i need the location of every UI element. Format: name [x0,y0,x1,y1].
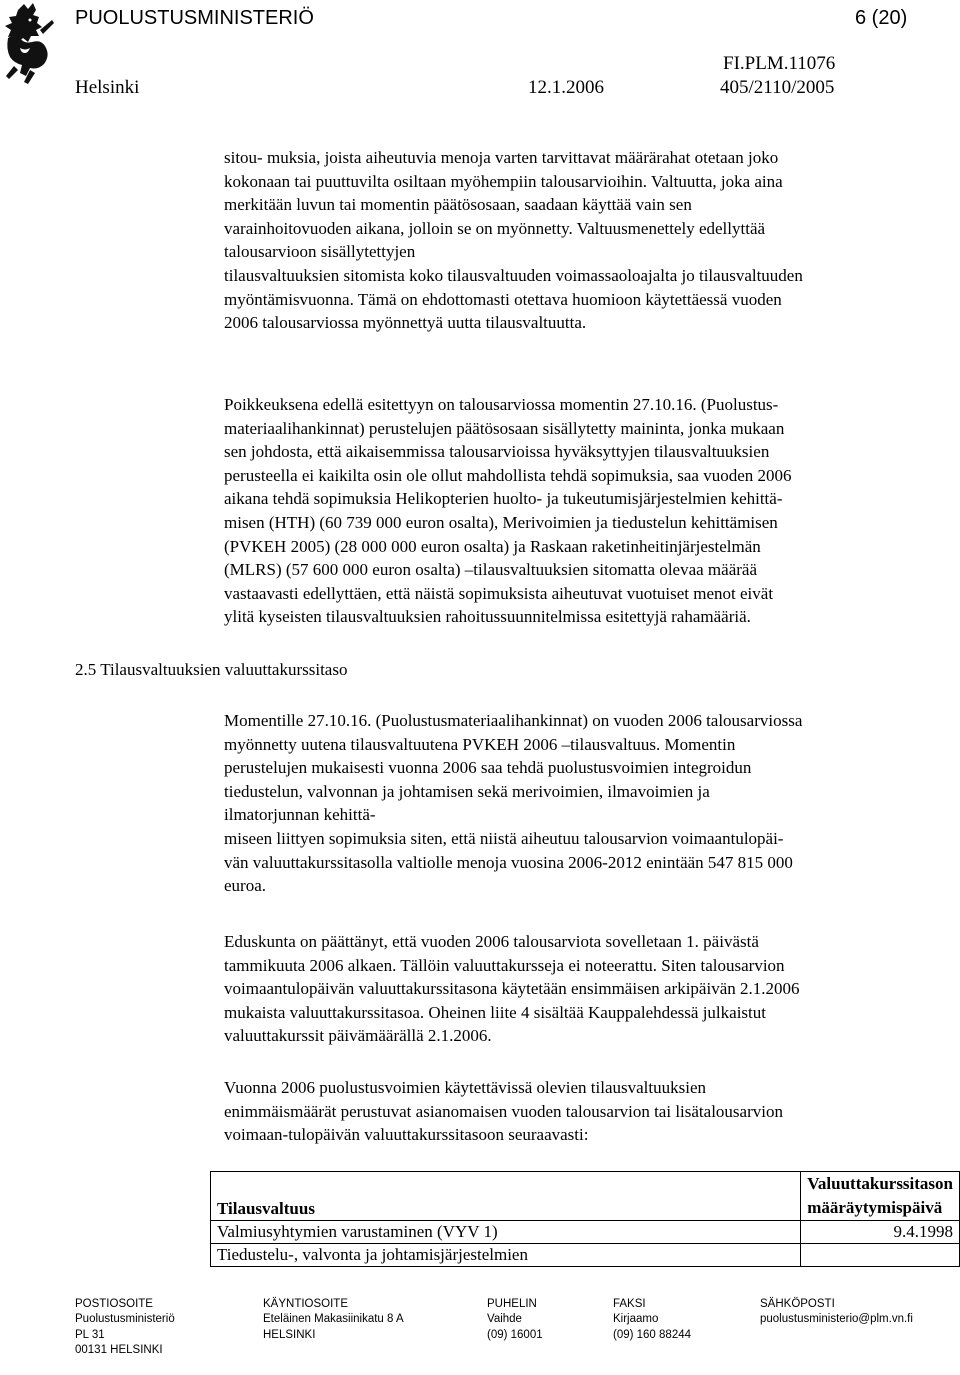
paragraph-4 [224,930,956,1048]
text-line: perustelujen mukaisesti vuonna 2006 saa tehdä puolustusvoimien integroidun [224,758,752,778]
text-line: talousarvioon sisällytettyjen [224,242,416,262]
section-heading: 2.5 Tilausvaltuuksien valuuttakurssitaso [75,660,348,679]
text-line: merkitään luvun tai momentin päätösosaan, saadaan käyttää vain sen [224,195,692,215]
document-number: 405/2110/2005 [720,77,835,98]
text-line: tammikuuta 2006 alkaen. Tällöin valuuttakursseja ei noteerattu. Siten talousarvion [224,955,785,975]
document-reference: FI.PLM.11076 [723,53,836,74]
footer-line: Kirjaamo [613,1313,659,1326]
footer-postal-address [75,1297,175,1358]
footer-line: 00131 HELSINKI [75,1343,163,1356]
text-line: valuuttakurssit päivämäärällä 2.1.2006. [224,1026,492,1046]
text-line: (PVKEH 2005) (28 000 000 euron osalta) ja Raskaan raketinheitinjärjestelmän [224,536,761,556]
text-line: kokonaan tai puuttuvilta osiltaan myöhempiin talousarvioihin. Valtuutta, joka aina [224,171,783,191]
text-line: euroa. [224,876,267,896]
paragraph-2 [224,393,956,629]
text-line: Momentille 27.10.16. (Puolustusmateriaalihankinnat) on vuoden 2006 talousarviossa [224,711,803,730]
text-line: sen johdosta, että aikaisemmissa talousarvioissa hyväksyttyjen tilausvaltuuksien [224,442,770,462]
footer-label: PUHELIN [487,1298,537,1310]
footer-label: POSTIOSOITE [75,1298,153,1310]
column-header-rate-date [801,1172,960,1221]
paragraph-5 [224,1076,956,1147]
page-number: 6 (20) [855,7,908,29]
lion-coat-of-arms-logo [0,0,60,95]
column-header-line: määräytymispäivä [807,1198,943,1217]
footer-label: KÄYNTIOSOITE [263,1298,348,1310]
text-line: enimmäismäärät perustuvat asianomaisen vuoden talousarvion tai lisätalousarvion [224,1101,783,1121]
footer-label: FAKSI [613,1298,646,1310]
text-line: vastaavasti edellyttäen, että näistä sopimuksista aiheutuvat vuotuiset menot eivät [224,583,774,603]
text-line: voimaan-tulopäivän valuuttakurssitasoon seuraavasti: [224,1125,589,1145]
table-cell-date [801,1244,960,1267]
text-line: tilausvaltuuksien sitomista koko tilausvaltuuden voimassaoloajalta jo tilausvaltuuden [224,265,803,285]
footer-email [760,1297,913,1328]
text-line: Eduskunta on päättänyt, että vuoden 2006 talousarviota sovelletaan 1. päivästä [224,932,759,951]
text-line: (MLRS) (57 600 000 euron osalta) –tilausvaltuuksien sitomatta olevaa määrää [224,560,758,580]
footer-line: Vaihde [487,1313,522,1326]
header-date: 12.1.2006 [528,77,604,98]
footer-label: SÄHKÖPOSTI [760,1298,835,1310]
paragraph-1 [224,146,956,335]
text-line: 2006 talousarviossa myönnettyä uutta tilausvaltuutta. [224,313,587,333]
text-line: aikana tehdä sopimuksia Helikopterien huolto- ja tukeutumisjärjestelmien kehittä- [224,489,783,509]
text-line: varainhoitovuoden aikana, jolloin se on myönnetty. Valtuusmenettely edellyttää [224,218,766,238]
authorization-table [210,1171,960,1267]
organization-name: PUOLUSTUSMINISTERIÖ [75,7,314,29]
footer-line: Eteläinen Makasiinikatu 8 A [263,1313,404,1326]
footer-line: PL 31 [75,1328,105,1341]
paragraph-3 [224,709,956,898]
table-header-row [211,1172,960,1221]
footer-line: Puolustusministeriö [75,1313,175,1326]
header-city: Helsinki [75,77,140,98]
table-cell-date: 9.4.1998 [801,1221,960,1244]
column-header-authorization: Tilausvaltuus [211,1172,801,1221]
text-line: Poikkeuksena edellä esitettyyn on talousarviossa momentin 27.10.16. (Puolustus- [224,395,779,414]
text-line: myönnetty uutena tilausvaltuutena PVKEH 2006 –tilausvaltuus. Momentin [224,734,736,754]
footer-line: HELSINKI [263,1328,316,1341]
text-line: miseen liittyen sopimuksia siten, että niistä aiheutuu talousarvion voimaantulopäi- [224,828,784,848]
table-row [211,1244,960,1267]
text-line: sitou- muksia, joista aiheutuvia menoja varten tarvittavat määrärahat otetaan joko [224,148,779,167]
text-line: ylitä kyseisten tilausvaltuuksien rahoitussuunnitelmissa esitettyjä rahamääriä. [224,607,751,627]
text-line: myöntämisvuonna. Tämä on ehdottomasti otettava huomioon käytettäessä vuoden [224,289,782,309]
text-line: materiaalihankinnat) perustelujen päätösosaan sisällytetty maininta, jonka mukaan [224,418,785,438]
footer-fax [613,1297,691,1343]
table-cell-name: Tiedustelu-, valvonta ja johtamisjärjestelmien [211,1244,801,1267]
text-line: ilmatorjunnan kehittä- [224,805,376,825]
text-line: Vuonna 2006 puolustusvoimien käytettävissä olevien tilausvaltuuksien [224,1078,706,1097]
text-line: tiedustelun, valvonnan ja johtamisen sekä merivoimien, ilmavoimien ja [224,781,710,801]
footer-line: (09) 16001 [487,1328,543,1341]
column-header-line: Valuuttakurssitason [807,1174,953,1193]
footer-email-link[interactable]: puolustusministerio@plm.vn.fi [760,1313,913,1326]
text-line: vän valuuttakurssitasolla valtiolle menoja vuosina 2006-2012 enintään 547 815 000 [224,852,793,872]
footer-line: (09) 160 88244 [613,1328,692,1341]
footer-phone [487,1297,543,1343]
text-line: misen (HTH) (60 739 000 euron osalta), Merivoimien ja tiedustelun kehittämisen [224,512,778,532]
table-cell-name: Valmiusyhtymien varustaminen (VYV 1) [211,1221,801,1244]
text-line: perusteella ei kaikilta osin ole ollut mahdollista tehdä sopimuksia, saa vuoden 2006 [224,465,792,485]
text-line: mukaista valuuttakurssitasoa. Oheinen liite 4 sisältää Kauppalehdessä julkaistut [224,1002,766,1022]
text-line: voimaantulopäivän valuuttakurssitasona käytetään ensimmäisen arkipäivän 2.1.2006 [224,979,800,999]
footer-visiting-address [263,1297,404,1343]
table-row [211,1221,960,1244]
